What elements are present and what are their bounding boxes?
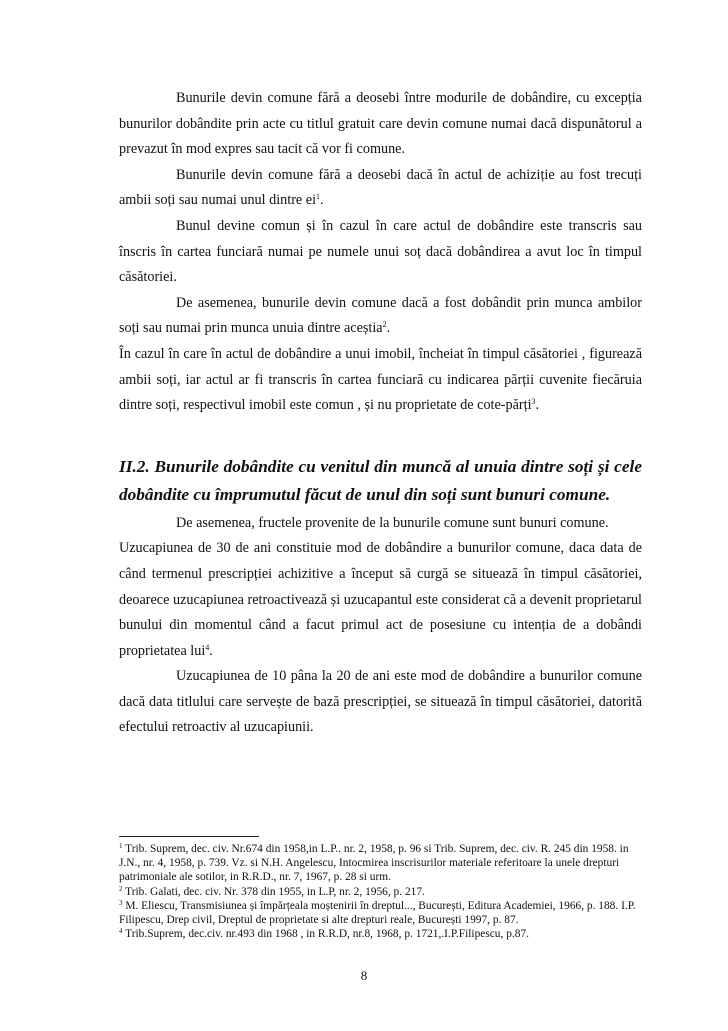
paragraph-tail: . bbox=[535, 397, 540, 414]
footnote bbox=[119, 899, 642, 927]
footnote-number: 2 bbox=[119, 884, 123, 893]
paragraph bbox=[119, 536, 642, 664]
footnote-text: Trib. Galati, dec. civ. Nr. 378 din 1955, in L.P, nr. 2, 1956, p. 217. bbox=[122, 885, 425, 898]
footnote-ref[interactable]: 4 bbox=[205, 642, 210, 652]
footnote-text: Trib.Suprem, dec.civ. nr.493 din 1968 , in R.R.D, nr.8, 1968, p. 1721,.I.P.Filipescu, p.87. bbox=[122, 928, 529, 941]
paragraph-tail: . bbox=[209, 642, 213, 659]
footnote-number: 4 bbox=[119, 927, 123, 936]
footnote-text: Trib. Suprem, dec. civ. Nr.674 din 1958,in L.P.. nr. 2, 1958, p. 96 si Trib. Suprem, dec. civ. R. 245 din 1958. in J.N., nr. 4, 1958, p. 739. Vz. si N.H. Angelescu, Intocmirea inscrisurilor materiale referitoare la unele drepturi patrimoniale ale sotilor, in R.R.D., nr. 7, 1967, p. 28 si urm. bbox=[119, 843, 629, 884]
footnote bbox=[119, 885, 642, 899]
footnote-ref[interactable]: 2 bbox=[382, 320, 387, 330]
footnote-text: M. Eliescu, Transmisiunea și împărțeala moștenirii în dreptul..., București, Editura Academiei, 1966, p. 188. I.P. Filipescu, Drep civil, Dreptul de proprietate si alte drepturi reale, București 1997, p. 87. bbox=[119, 899, 636, 927]
paragraph-tail: . bbox=[386, 320, 391, 337]
footnote-number: 1 bbox=[119, 842, 123, 850]
page-number: 8 bbox=[360, 968, 368, 983]
section-heading: II.2. Bunurile dobândite cu venitul din muncă al unuia dintre soți și cele dobândite cu împrumutul făcut de unul din soți sunt bunuri comune. bbox=[119, 456, 642, 504]
paragraph-text: În cazul în care în actul de dobândire a unui imobil, încheiat în timpul căsătoriei , figurează ambii soți, iar actul ar fi transcris în cartea funciară cu indicarea părții cuvenite fiecăruia dintre soți, respectivul imobil este comun , și nu proprietate de cote-părți bbox=[119, 345, 642, 414]
paragraph-text: Bunurile devin comune fără a deosebi dacă în actul de achiziție au fost trecuți ambii soți sau numai unul dintre ei bbox=[119, 166, 642, 209]
paragraph bbox=[119, 664, 642, 741]
paragraph-text: Bunurile devin comune fără a deosebi între modurile de dobândire, cu excepția bunurilor dobândite prin acte cu titlul gratuit care devin comune numai dacă dispunătorul a prevazut în mod expres sau tacit că vor fi comune. bbox=[119, 90, 642, 158]
paragraph-text: Uzucapiunea de 30 de ani constituie mod de dobândire a bunurilor comune, daca data de când termenul prescripției achizitive a început să curgă se situează în timpul căsătoriei, deoarece uzucapiunea retroactivează și uzucapantul este considerat că a devenit proprietarul bunului din momentul când a facut primul act de posesiune cu intenția de a dobândi proprietatea lui bbox=[119, 540, 642, 659]
paragraph bbox=[119, 86, 642, 163]
body-text bbox=[119, 86, 642, 741]
footnote bbox=[119, 927, 642, 941]
paragraph-text: Uzucapiunea de 10 pâna la 20 de ani este mod de dobândire a bunurilor comune dacă data titlului care servește de bază prescripției, se situează în timpul căsătoriei, datorită efectului retroactiv al uzucapiunii. bbox=[119, 668, 642, 736]
footnote-ref[interactable]: 1 bbox=[316, 192, 321, 202]
paragraph bbox=[119, 163, 642, 214]
paragraph-text: Bunul devine comun și în cazul în care actul de dobândire este transcris sau înscris în cartea funciară numai pe numele unui soț dacă dobândirea a avut loc în timpul căsătoriei. bbox=[119, 217, 642, 286]
footnote bbox=[119, 842, 642, 885]
paragraph bbox=[119, 291, 642, 342]
footnote-separator bbox=[119, 836, 259, 837]
paragraph bbox=[119, 342, 642, 419]
footnotes bbox=[119, 842, 642, 941]
paragraph-text: De asemenea, fructele provenite de la bunurile comune sunt bunuri comune. bbox=[176, 514, 609, 531]
paragraph bbox=[119, 511, 642, 537]
paragraph-text: De asemenea, bunurile devin comune dacă a fost dobândit prin munca ambilor soți sau numai prin munca unuia dintre aceștia bbox=[119, 294, 642, 337]
footnote-ref[interactable]: 3 bbox=[531, 397, 536, 407]
paragraph-tail: . bbox=[320, 192, 324, 209]
paragraph bbox=[119, 214, 642, 291]
footnote-number: 3 bbox=[119, 898, 123, 907]
